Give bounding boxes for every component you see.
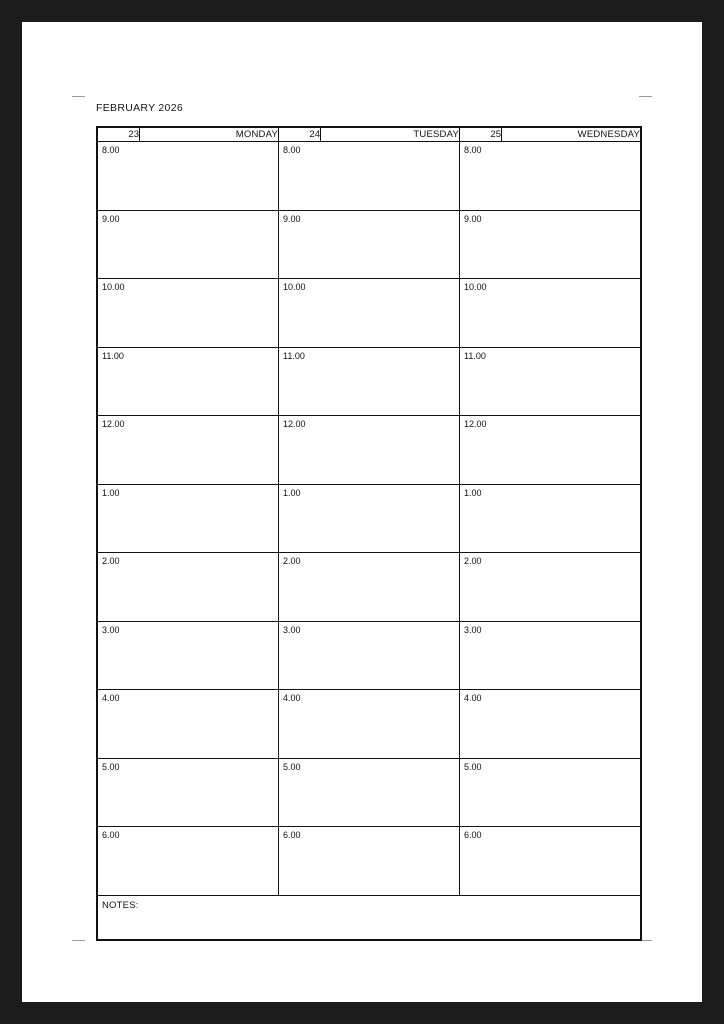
time-label: 3.00 [464, 624, 482, 635]
time-label: 3.00 [102, 624, 120, 635]
time-row [98, 347, 641, 416]
appointment-cell-monday[interactable] [98, 690, 279, 759]
appointment-cell-wednesday[interactable] [460, 279, 641, 348]
appointment-cell-wednesday[interactable] [460, 621, 641, 690]
appointment-cell-tuesday[interactable] [279, 210, 460, 279]
time-row [98, 827, 641, 896]
time-label: 4.00 [102, 693, 120, 703]
time-label: 11.00 [283, 350, 305, 361]
time-label: 10.00 [102, 282, 125, 292]
day-number-wednesday: 25 [460, 128, 502, 142]
time-label: 10.00 [464, 282, 487, 292]
appointment-cell-wednesday[interactable] [460, 484, 641, 553]
time-label: 5.00 [464, 761, 482, 772]
crop-mark-top-right-icon [639, 96, 652, 97]
time-label: 1.00 [283, 487, 301, 498]
time-label: 2.00 [283, 556, 301, 566]
time-row [98, 758, 641, 827]
time-label: 8.00 [283, 145, 301, 155]
day-number-tuesday: 24 [279, 128, 321, 142]
appointment-cell-tuesday[interactable] [279, 553, 460, 622]
planner-sheet [72, 74, 652, 954]
time-label: 9.00 [464, 213, 482, 224]
appointment-cell-tuesday[interactable] [279, 484, 460, 553]
time-row [98, 279, 641, 348]
appointment-cell-wednesday[interactable] [460, 827, 641, 896]
appointment-cell-wednesday[interactable] [460, 553, 641, 622]
appointment-cell-monday[interactable] [98, 758, 279, 827]
appointment-cell-tuesday[interactable] [279, 279, 460, 348]
time-row [98, 690, 641, 759]
appointment-cell-monday[interactable] [98, 279, 279, 348]
time-label: 10.00 [283, 282, 306, 292]
month-title: FEBRUARY 2026 [96, 102, 183, 114]
appointment-cell-wednesday[interactable] [460, 347, 641, 416]
appointment-cell-tuesday[interactable] [279, 827, 460, 896]
time-label: 6.00 [102, 830, 120, 840]
time-label: 12.00 [464, 419, 487, 429]
time-row [98, 210, 641, 279]
time-label: 6.00 [464, 830, 482, 840]
time-label: 2.00 [464, 556, 482, 566]
appointment-cell-wednesday[interactable] [460, 690, 641, 759]
appointment-cell-monday[interactable] [98, 142, 279, 211]
time-label: 5.00 [102, 761, 120, 772]
appointment-cell-monday[interactable] [98, 621, 279, 690]
time-label: 4.00 [464, 693, 482, 703]
notes-row [98, 895, 641, 939]
time-label: 2.00 [102, 556, 120, 566]
time-row [98, 142, 641, 211]
appointment-cell-monday[interactable] [98, 484, 279, 553]
weekly-planner-grid [96, 126, 642, 941]
notes-label: NOTES: [102, 899, 139, 911]
time-label: 8.00 [464, 145, 482, 155]
time-row [98, 621, 641, 690]
time-row [98, 416, 641, 485]
appointment-cell-tuesday[interactable] [279, 142, 460, 211]
appointment-cell-monday[interactable] [98, 827, 279, 896]
time-row [98, 484, 641, 553]
time-label: 9.00 [102, 213, 120, 224]
time-label: 12.00 [102, 419, 125, 429]
appointment-cell-wednesday[interactable] [460, 142, 641, 211]
appointment-cell-tuesday[interactable] [279, 621, 460, 690]
appointment-cell-tuesday[interactable] [279, 758, 460, 827]
time-label: 11.00 [464, 350, 486, 361]
day-name-monday: MONDAY [140, 128, 279, 142]
appointment-cell-wednesday[interactable] [460, 758, 641, 827]
time-label: 1.00 [102, 487, 120, 498]
day-name-tuesday: TUESDAY [321, 128, 460, 142]
time-label: 8.00 [102, 145, 120, 155]
appointment-cell-monday[interactable] [98, 210, 279, 279]
appointment-cell-tuesday[interactable] [279, 416, 460, 485]
printable-page [22, 22, 702, 1002]
time-label: 1.00 [464, 487, 482, 498]
time-label: 3.00 [283, 624, 301, 635]
appointment-cell-monday[interactable] [98, 553, 279, 622]
time-row [98, 553, 641, 622]
appointment-cell-tuesday[interactable] [279, 690, 460, 759]
notes-cell[interactable] [98, 895, 641, 939]
time-label: 4.00 [283, 693, 301, 703]
header-row [98, 128, 641, 142]
time-label: 6.00 [283, 830, 301, 840]
day-name-wednesday: WEDNESDAY [502, 128, 641, 142]
appointment-cell-wednesday[interactable] [460, 210, 641, 279]
crop-mark-bottom-left-icon [72, 940, 85, 941]
appointment-cell-monday[interactable] [98, 347, 279, 416]
time-label: 9.00 [283, 213, 301, 224]
time-label: 12.00 [283, 419, 306, 429]
appointment-cell-wednesday[interactable] [460, 416, 641, 485]
time-label: 11.00 [102, 350, 124, 361]
appointment-cell-tuesday[interactable] [279, 347, 460, 416]
appointment-cell-monday[interactable] [98, 416, 279, 485]
day-number-monday: 23 [98, 128, 140, 142]
time-label: 5.00 [283, 761, 301, 772]
crop-mark-top-left-icon [72, 96, 85, 97]
